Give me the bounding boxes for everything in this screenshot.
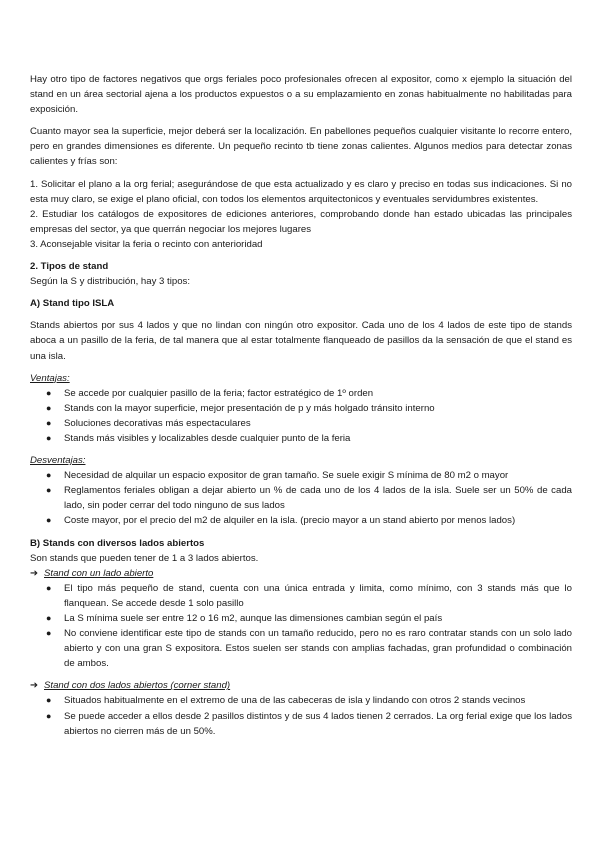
list-item: ● Necesidad de alquilar un espacio expositor de gran tamaño. Se suele exigir S mínima de 80 m2 o mayor [30,468,572,483]
list-item: ● Situados habitualmente en el extremo de una de las cabeceras de isla y lindando con otros 2 stands vecinos [30,693,572,708]
list-item: ● Soluciones decorativas más espectaculares [30,416,572,431]
bullet-icon: ● [46,387,52,398]
list-item: ● Coste mayor, por el precio del m2 de alquiler en la isla. (precio mayor a un stand abierto por menos lados) [30,513,572,528]
arrow-icon: ➔ [30,680,39,692]
bullet-icon: ● [46,582,52,593]
bullet-icon: ● [46,695,52,706]
isla-heading: A) Stand tipo ISLA [30,298,115,310]
un-lado-label: Stand con un lado abierto [44,567,154,579]
arrow-icon: ➔ [30,567,39,579]
list-item: ● No conviene identificar este tipo de stands con un tamaño reducido, pero no es raro contratar stands con un solo lado abierto y con una gran S expositora. Estos suelen ser stands con amplias fachadas, gran profundidad o combinación de ambos. [46,628,572,670]
un-lado-list [30,581,572,672]
list-item: ● Se puede acceder a ellos desde 2 pasillos distintos y de sus 4 lados tienen 2 cerrados. La org ferial exige que los lados abiertos no cierren más de un 50%. [46,710,572,737]
bullet-icon: ● [46,613,52,623]
document-page [30,72,572,739]
bullet-icon: ● [46,417,52,428]
diversos-heading: B) Stands con diversos lados abiertos [30,537,205,549]
intro-paragraph-1: Hay otro tipo de factores negativos que orgs feriales poco profesionales ofrecen al expositor, como x ejemplo la situación del stand en un área sectorial ajena a los productos expuestos o a su emplazamiento en zonas habitualmente no habilitadas para exposición. [30,74,572,116]
desventajas-label: Desventajas: [30,455,86,467]
ventajas-list [30,386,572,446]
dos-lados-label-row [30,678,572,693]
isla-description: Stands abiertos por sus 4 lados y que no lindan con ningún otro expositor. Cada uno de los 4 lados de este tipo de stands aboca a un pasillo de la feria, de tal manera que al estar totalmente flanqueado de pasillos da la sensación de que el stand es una isla. [30,320,572,362]
list-item: ● Reglamentos feriales obligan a dejar abierto un % de cada uno de los 4 lados de la isla. Suele ser un 50% de cada lado, sin poder cerrar del todo ninguno de sus lados [46,485,572,512]
bullet-icon: ● [46,432,52,443]
numbered-item-3: 3. Aconsejable visitar la feria o recinto con anterioridad [30,238,263,250]
numbered-item-2: 2. Estudiar los catálogos de expositores de ediciones anteriores, comprobando donde han estado ubicadas las principales empresas del sector, ya que querrán negociar los mejores lugares [30,208,572,235]
ventajas-label: Ventajas: [30,372,70,384]
numbered-item-1: 1. Solicitar el plano a la org ferial; asegurándose de que esta actualizado y es claro y preciso en todas sus indicaciones. Si no esta muy claro, se exige el plano oficial, con todos los elementos arquitectonicos y eventuales servidumbres existentes. [30,178,572,205]
intro-paragraph-2: Cuanto mayor sea la superficie, mejor deberá ser la localización. En pabellones pequeños cualquier visitante lo recorre entero, pero en grandes dimensiones es diferente. Un pequeño recinto tb tiene zonas calientes. Algunos medios para detectar zonas calientes y frías son: [30,126,572,168]
bullet-icon: ● [46,628,52,639]
list-item: ● Stands más visibles y localizables desde cualquier punto de la feria [30,431,572,446]
diversos-intro: Son stands que pueden tener de 1 a 3 lados abiertos. [30,552,259,564]
section-subtitle: Según la S y distribución, hay 3 tipos: [30,276,190,288]
bullet-icon: ● [46,485,52,496]
list-item: ● Se accede por cualquier pasillo de la feria; factor estratégico de 1º orden [30,386,572,401]
section-title: 2. Tipos de stand [30,261,109,273]
list-item: ● La S mínima suele ser entre 12 o 16 m2, aunque las dimensiones cambian según el país [30,611,572,626]
bullet-icon: ● [46,710,52,721]
bullet-icon: ● [46,515,52,526]
bullet-icon: ● [46,470,52,481]
un-lado-label-row [30,566,572,581]
desventajas-list [30,468,572,528]
dos-lados-label: Stand con dos lados abiertos (corner stand) [44,680,231,692]
dos-lados-list [30,693,572,738]
list-item: ● Stands con la mayor superficie, mejor presentación de p y más holgado tránsito interno [30,401,572,416]
bullet-icon: ● [46,402,52,413]
list-item: ● El tipo más pequeño de stand, cuenta con una única entrada y limita, como mínimo, con 3 stands más que lo flanquean. Se accede desde 1 solo pasillo [46,582,572,609]
